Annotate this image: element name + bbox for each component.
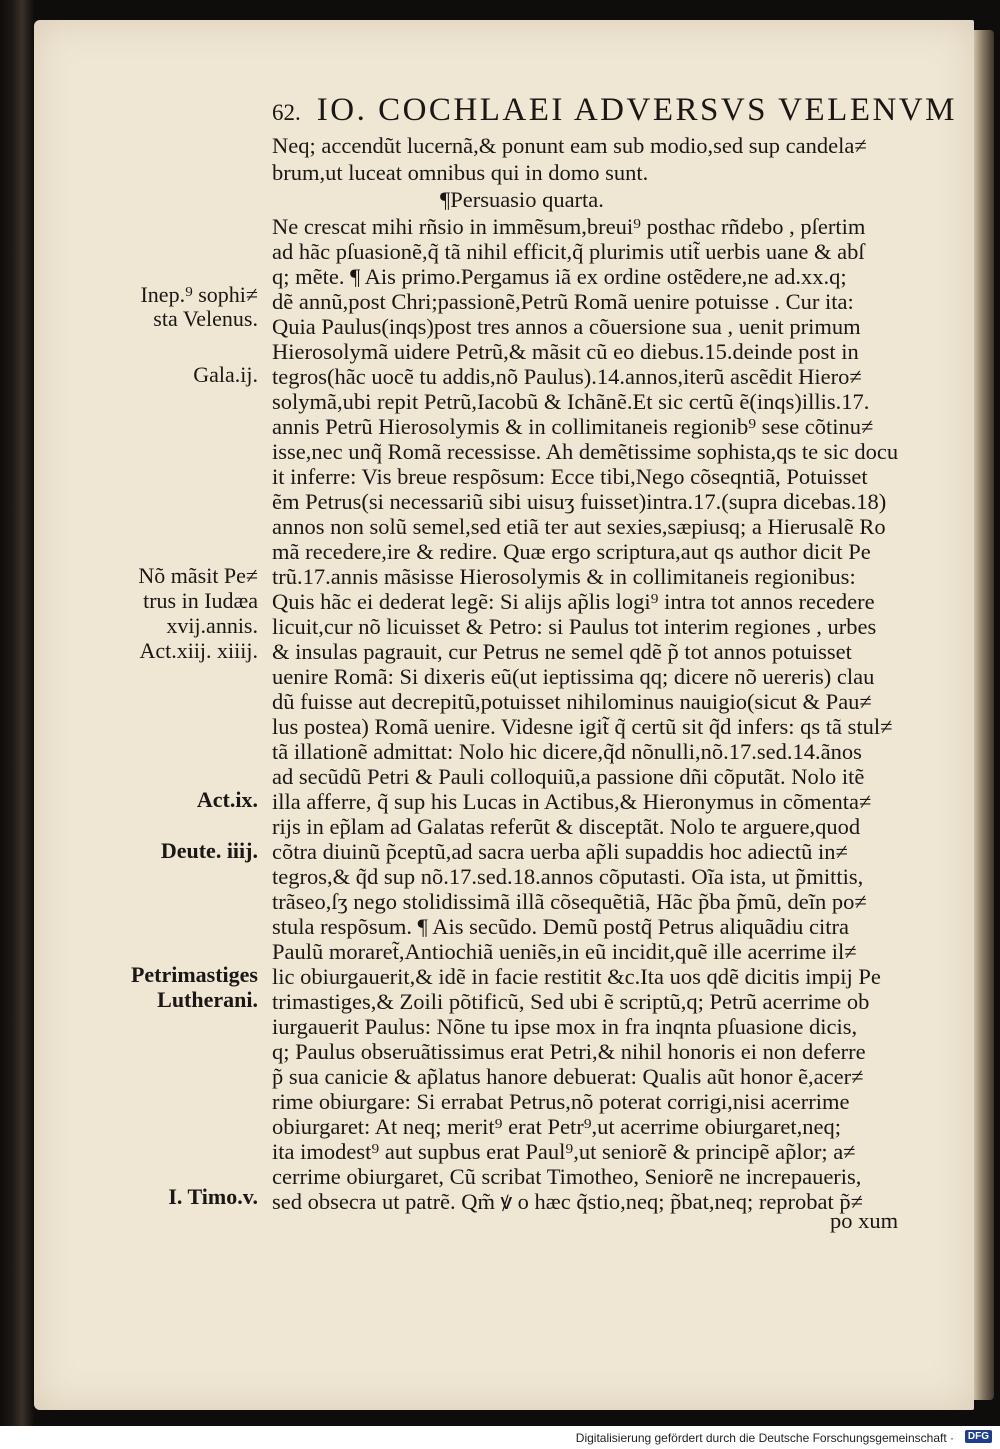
running-header <box>272 92 957 129</box>
margin-note: Act.ix. <box>196 787 258 812</box>
text-line: trũ.17.annis mãsisse Hierosolymis & in collimitaneis regionibus: <box>272 564 856 589</box>
text-line: uenire Romã: Si dixeris eũ(ut ieptissima qq; dicere nõ uereris) clau <box>272 664 875 689</box>
text-line: dũ fuisse aut decrepitũ,potuisset nihilominus nauigio(sicut & Pau≠ <box>272 689 872 714</box>
text-line: trimastiges,& Zoili põtificũ, Sed ubi ẽ scriptũ,q; Petrũ acerrime ob <box>272 989 870 1014</box>
margin-note: Inep.⁹ sophi≠ <box>140 282 258 307</box>
text-line: Ne crescat mihi rñsio in immẽsum,breui⁹ posthac rñdebo , pſertim <box>272 214 866 239</box>
text-line: iurgauerit Paulus: Nõne tu ipse mox in fra inqnta pſuasione dicis, <box>272 1014 858 1039</box>
text-line: q; Paulus obseruãtissimus erat Petri,& nihil honoris ei non deferre <box>272 1039 866 1064</box>
margin-note: trus in Iudæa <box>143 588 258 613</box>
text-line: cõtra diuinũ p̃ceptũ,ad sacra uerba ap̃li supaddis hoc adiectũ in≠ <box>272 839 848 864</box>
text-line: annis Petrũ Hierosolymis & in collimitaneis regionib⁹ sese cõtinu≠ <box>272 414 874 439</box>
text-line: tegros(hãc uocẽ tu addis,nõ Paulus).14.annos,iterũ ascẽdit Hiero≠ <box>272 364 862 389</box>
text-line: mã recedere,ire & redire. Quæ ergo scriptura,aut qs author dicit Pe <box>272 539 871 564</box>
text-line: cerrime obiurgaret, Cũ scribat Timotheo, Seniorẽ ne increpaueris, <box>272 1164 862 1189</box>
margin-note: Gala.ij. <box>193 362 258 387</box>
margin-note: Lutherani. <box>157 987 258 1012</box>
text-line: Hierosolymã uidere Petrũ,& mãsit cũ eo diebus.15.deinde post in <box>272 339 859 364</box>
text-line: p̃ sua canicie & ap̃latus hanore debuerat: Qualis aũt honor ẽ,acer≠ <box>272 1064 864 1089</box>
text-line: tegros,& q̃d sup nõ.17.sed.18.annos cõputasti. Oĩa ista, ut p̃mittis, <box>272 864 864 889</box>
margin-note: Deute. iiij. <box>160 838 258 863</box>
text-line: trãseo,ſʒ nego stolidissimã illã cõsequẽtiã, Hãc p̃ba p̃mũ, deĩn po≠ <box>272 889 867 914</box>
text-line: brum,ut luceat omnibus qui in domo sunt. <box>272 160 649 185</box>
text-line: Paulũ moraret̃,Antiochiã ueniẽs,in eũ incidit,quẽ ille acerrime il≠ <box>272 939 857 964</box>
text-line: ẽm Petrus(si necessariũ sibi uisuʒ fuisset)intra.17.(supra dicebas.18) <box>272 489 887 514</box>
text-line: rijs in ep̃lam ad Galatas referũt & disceptãt. Nolo te arguere,quod <box>272 814 861 839</box>
page-number: 62. <box>272 100 301 125</box>
margin-note: sta Velenus. <box>153 306 258 331</box>
text-line: rime obiurgare: Si errabat Petrus,nõ poterat corrigi,nisi acerrime <box>272 1089 850 1114</box>
margin-note: Nõ mãsit Pe≠ <box>138 563 258 588</box>
funding-credit: Digitalisierung gefördert durch die Deutsche Forschungsgemeinschaft · <box>575 1431 954 1445</box>
text-line: sed obsecra ut patrẽ. Qm̃ ꝟ o hæc q̃stio,neq; p̃bat,neq; reprobat p̃≠ <box>272 1189 864 1214</box>
text-line: annos non solũ semel,sed etiã ter aut sexies,sæpiusq; a Hierusalẽ Ro <box>272 514 886 539</box>
text-line: Quia Paulus(inqs)post tres annos a cõuersione sua , uenit primum <box>272 314 861 339</box>
catchword: po xum <box>830 1208 899 1233</box>
text-line: Neq; accendũt lucernã,& ponunt eam sub modio,sed sup candela≠ <box>272 133 867 158</box>
text-line: it inferre: Vis breue respõsum: Ecce tibi,Nego cõseqntiã, Potuisset <box>272 464 868 489</box>
footer-bar <box>0 1426 1000 1449</box>
text-line: solymã,ubi repit Petrũ,Iacobũ & Ichãnẽ.Et sic certũ ẽ(inqs)illis.17. <box>272 389 870 414</box>
text-line: illa afferre, q̃ sup his Lucas in Actibus,& Hieronymus in cõmenta≠ <box>272 789 872 814</box>
text-line: licuit,cur nõ licuisset & Petro: si Paulus tot interim regiones , urbes <box>272 614 877 639</box>
text-line: & insulas pagrauit, cur Petrus ne semel qdẽ p̃ tot annos potuisset <box>272 639 852 664</box>
page-edge <box>974 30 994 1400</box>
text-line: stula respõsum. ¶ Ais secũdo. Demũ postq̃ Petrus aliquãdiu citra <box>272 914 849 939</box>
section-heading: ¶Persuasio quarta. <box>440 187 604 212</box>
margin-note: Act.xiij. xiiij. <box>139 638 258 663</box>
margin-note: xvij.annis. <box>166 613 258 638</box>
text-line: tã illationẽ admittat: Nolo hic dicere,q̃d nõnulli,nõ.17.sed.14.ãnos <box>272 739 862 764</box>
text-line: ad secũdũ Petri & Pauli colloquiũ,a passione dñi cõputãt. Nolo itẽ <box>272 764 865 789</box>
dfg-logo: DFG <box>965 1430 992 1443</box>
text-line: lus postea) Romã uenire. Videsne igit̃ q̃ certũ sit q̃d infers: qs tã stul≠ <box>272 714 893 739</box>
text-line: isse,nec unq̃ Romã recessisse. Ah demẽtissime sophista,qs te sic docu <box>272 439 899 464</box>
text-line: obiurgaret: At neq; merit⁹ erat Petr⁹,ut acerrime obiurgaret,neq; <box>272 1114 842 1139</box>
text-line: ita imodest⁹ aut supbus erat Paul⁹,ut seniorẽ & principẽ ap̃lor; a≠ <box>272 1139 856 1164</box>
running-title: IO. COCHLAEI ADVERSVS VELENVM <box>316 92 957 128</box>
text-line: Quis hãc ei dederat legẽ: Si alijs ap̃lis logi⁹ intra tot annos recedere <box>272 589 875 614</box>
text-line: ad hãc pſuasionẽ,q̃ tã nihil efficit,q̃ plurimis utit̃ uerbis uane & abſ <box>272 239 865 264</box>
text-line: lic obiurgauerit,& idẽ in facie restitit &c.Ita uos qdẽ dicitis impij Pe <box>272 964 881 989</box>
margin-note: Petrimastiges <box>130 962 258 987</box>
text-line: q; mẽte. ¶ Ais primo.Pergamus iã ex ordine ostẽdere,ne ad.xx.q; <box>272 264 847 289</box>
margin-note: I. Timo.v. <box>168 1184 258 1209</box>
text-line: dẽ annũ,post Chri;passionẽ,Petrũ Romã uenire potuisse . Cur ita: <box>272 289 854 314</box>
